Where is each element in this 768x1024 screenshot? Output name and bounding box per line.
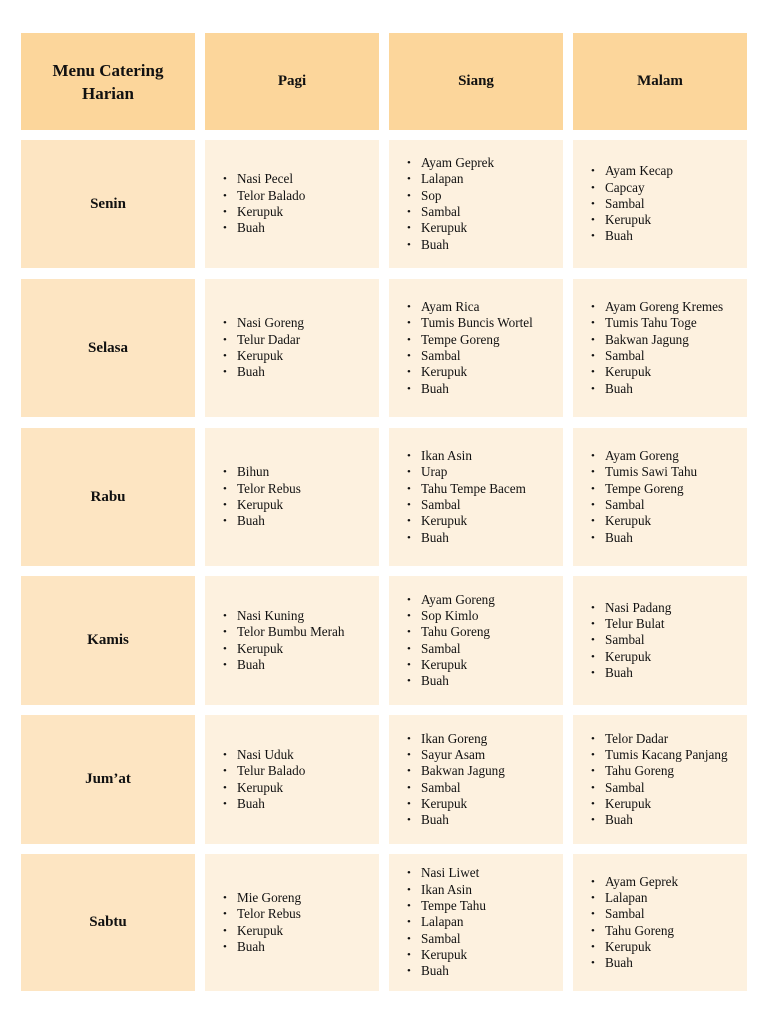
menu-item: • Sambal: [389, 931, 486, 947]
menu-item: • Buah: [389, 237, 494, 253]
menu-item: • Nasi Liwet: [389, 865, 486, 881]
menu-cell-pagi: [205, 715, 379, 844]
menu-item: • Urap: [389, 464, 526, 480]
menu-list: [573, 448, 697, 546]
menu-item: • Telor Rebus: [205, 906, 301, 922]
day-cell: [21, 279, 195, 417]
menu-item: • Tempe Tahu: [389, 898, 486, 914]
menu-item: • Sambal: [389, 204, 494, 220]
menu-item: • Kerupuk: [205, 923, 301, 939]
menu-list: [389, 865, 486, 979]
day-cell: [21, 576, 195, 705]
menu-item: • Nasi Kuning: [205, 608, 344, 624]
menu-cell-pagi: [205, 576, 379, 705]
menu-item: • Ayam Goreng Kremes: [573, 299, 723, 315]
menu-item: • Ikan Asin: [389, 448, 526, 464]
menu-item: • Sambal: [573, 906, 678, 922]
column-header-label: Siang: [458, 73, 494, 89]
menu-item: • Buah: [205, 364, 304, 380]
menu-list: [389, 731, 505, 829]
menu-item: • Sop Kimlo: [389, 608, 495, 624]
menu-item: • Mie Goreng: [205, 890, 301, 906]
menu-item: • Buah: [389, 812, 505, 828]
menu-list: [205, 171, 305, 236]
menu-item: • Buah: [573, 665, 671, 681]
menu-cell-pagi: [205, 428, 379, 566]
menu-item: • Kerupuk: [573, 939, 678, 955]
menu-item: • Ayam Goreng: [573, 448, 697, 464]
menu-item: • Kerupuk: [573, 649, 671, 665]
menu-item: • Tumis Tahu Toge: [573, 315, 723, 331]
menu-list: [573, 299, 723, 397]
menu-item: • Sambal: [573, 348, 723, 364]
menu-list: [573, 163, 673, 244]
menu-item: • Buah: [573, 530, 697, 546]
menu-item: • Kerupuk: [205, 780, 305, 796]
menu-item: • Kerupuk: [205, 348, 304, 364]
menu-item: • Ayam Geprek: [573, 874, 678, 890]
menu-item: • Kerupuk: [389, 220, 494, 236]
menu-list: [205, 747, 305, 812]
day-cell: [21, 428, 195, 566]
menu-item: • Lalapan: [389, 914, 486, 930]
menu-item: • Kerupuk: [389, 796, 505, 812]
menu-cell-siang: [389, 279, 563, 417]
menu-item: • Sambal: [389, 780, 505, 796]
menu-item: • Tahu Goreng: [573, 923, 678, 939]
menu-item: • Ayam Kecap: [573, 163, 673, 179]
menu-cell-pagi: [205, 279, 379, 417]
menu-item: • Buah: [573, 812, 728, 828]
menu-item: • Telor Dadar: [573, 731, 728, 747]
menu-cell-siang: [389, 576, 563, 705]
menu-item: • Ikan Goreng: [389, 731, 505, 747]
menu-item: • Sambal: [573, 497, 697, 513]
menu-cell-malam: [573, 140, 747, 268]
day-label: Senin: [90, 195, 126, 212]
menu-cell-pagi: [205, 854, 379, 991]
menu-item: • Kerupuk: [205, 641, 344, 657]
menu-item: • Bakwan Jagung: [573, 332, 723, 348]
day-cell: [21, 715, 195, 844]
day-label: Selasa: [87, 339, 128, 356]
menu-list: [389, 299, 533, 397]
column-header-label: Pagi: [277, 73, 307, 89]
day-label: Kamis: [87, 632, 129, 648]
menu-item: • Ayam Geprek: [389, 155, 494, 171]
menu-item: • Buah: [205, 939, 301, 955]
menu-item: • Buah: [389, 673, 495, 689]
menu-item: • Sambal: [573, 196, 673, 212]
menu-item: • Capcay: [573, 180, 673, 196]
menu-item: • Nasi Uduk: [205, 747, 305, 763]
menu-item: • Sambal: [573, 780, 728, 796]
day-cell: [21, 854, 195, 991]
menu-cell-malam: [573, 576, 747, 705]
menu-list: [389, 448, 526, 546]
menu-item: • Buah: [573, 381, 723, 397]
menu-item: • Buah: [573, 228, 673, 244]
menu-item: • Lalapan: [389, 171, 494, 187]
menu-item: • Buah: [205, 796, 305, 812]
menu-item: • Nasi Padang: [573, 600, 671, 616]
column-header-label: Malam: [637, 73, 683, 89]
menu-item: • Telor Balado: [205, 188, 305, 204]
menu-cell-pagi: [205, 140, 379, 268]
menu-item: • Telur Bulat: [573, 616, 671, 632]
day-label: Sabtu: [89, 914, 127, 930]
menu-item: • Nasi Pecel: [205, 171, 305, 187]
menu-list: [573, 600, 671, 681]
menu-list: [205, 890, 301, 955]
menu-item: • Ayam Goreng: [389, 592, 495, 608]
menu-item: • Lalapan: [573, 890, 678, 906]
menu-cell-malam: [573, 428, 747, 566]
menu-item: • Ayam Rica: [389, 299, 533, 315]
menu-item: • Kerupuk: [573, 212, 673, 228]
menu-item: • Sambal: [389, 348, 533, 364]
day-label: Rabu: [90, 488, 126, 505]
menu-item: • Buah: [389, 381, 533, 397]
day-cell: [21, 140, 195, 268]
menu-item: • Bihun: [205, 464, 301, 480]
menu-list: [389, 155, 494, 253]
menu-item: • Sambal: [389, 641, 495, 657]
menu-item: • Nasi Goreng: [205, 315, 304, 331]
menu-list: [205, 608, 344, 673]
menu-item: • Kerupuk: [389, 657, 495, 673]
menu-item: • Telur Dadar: [205, 332, 304, 348]
title-line-1: Menu Catering: [52, 60, 164, 80]
menu-item: • Sambal: [573, 632, 671, 648]
menu-item: • Telor Bumbu Merah: [205, 624, 344, 640]
menu-list: [205, 315, 304, 380]
menu-item: • Buah: [573, 955, 678, 971]
menu-item: • Sayur Asam: [389, 747, 505, 763]
menu-item: • Ikan Asin: [389, 882, 486, 898]
menu-item: • Tumis Buncis Wortel: [389, 315, 533, 331]
menu-cell-malam: [573, 715, 747, 844]
menu-item: • Sop: [389, 188, 494, 204]
menu-list: [573, 874, 678, 972]
menu-cell-malam: [573, 854, 747, 991]
menu-item: • Buah: [205, 513, 301, 529]
menu-item: • Telur Balado: [205, 763, 305, 779]
menu-item: • Kerupuk: [573, 513, 697, 529]
menu-item: • Tempe Goreng: [389, 332, 533, 348]
menu-item: • Tempe Goreng: [573, 481, 697, 497]
menu-item: • Kerupuk: [573, 364, 723, 380]
menu-item: • Tumis Kacang Panjang: [573, 747, 728, 763]
menu-item: • Bakwan Jagung: [389, 763, 505, 779]
column-header-pagi: [205, 33, 379, 130]
menu-cell-siang: [389, 715, 563, 844]
menu-item: • Buah: [389, 530, 526, 546]
menu-item: • Sambal: [389, 497, 526, 513]
menu-item: • Tahu Tempe Bacem: [389, 481, 526, 497]
table-title: [21, 33, 195, 130]
menu-item: • Telor Rebus: [205, 481, 301, 497]
menu-item: • Buah: [205, 657, 344, 673]
title-line-2: Harian: [82, 83, 134, 103]
menu-cell-malam: [573, 279, 747, 417]
column-header-siang: [389, 33, 563, 130]
menu-cell-siang: [389, 140, 563, 268]
menu-item: • Tahu Goreng: [389, 624, 495, 640]
menu-item: • Kerupuk: [205, 497, 301, 513]
menu-item: • Buah: [205, 220, 305, 236]
menu-item: • Kerupuk: [389, 364, 533, 380]
menu-list: [573, 731, 728, 829]
menu-cell-siang: [389, 854, 563, 991]
menu-item: • Kerupuk: [389, 513, 526, 529]
menu-item: • Kerupuk: [205, 204, 305, 220]
menu-item: • Tahu Goreng: [573, 763, 728, 779]
menu-item: • Kerupuk: [573, 796, 728, 812]
menu-list: [389, 592, 495, 690]
day-label: Jum’at: [85, 771, 131, 787]
column-header-malam: [573, 33, 747, 130]
menu-item: • Buah: [389, 963, 486, 979]
menu-item: • Kerupuk: [389, 947, 486, 963]
menu-cell-siang: [389, 428, 563, 566]
menu-list: [205, 464, 301, 529]
menu-item: • Tumis Sawi Tahu: [573, 464, 697, 480]
